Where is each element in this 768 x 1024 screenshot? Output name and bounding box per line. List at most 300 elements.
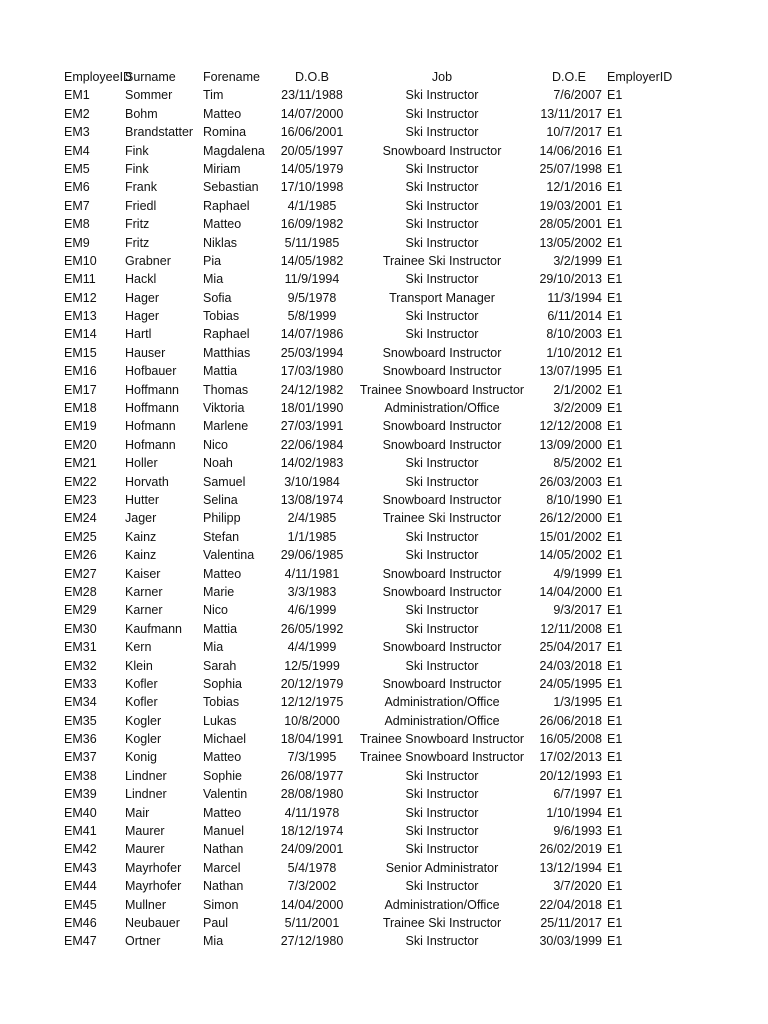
cell-employee-id: EM12 [64,290,97,305]
cell-doe: 13/07/1995 [539,364,602,379]
cell-surname: Maurer [125,842,165,857]
cell-employer-id: E1 [607,474,623,489]
cell-employer-id: E1 [607,106,623,121]
cell-dob: 20/05/1997 [280,143,344,158]
cell-surname: Bohm [125,106,158,121]
table-row [0,417,768,435]
cell-surname: Horvath [125,474,169,489]
table-row [0,546,768,564]
cell-forename: Marlene [203,419,249,434]
cell-doe: 22/04/2018 [539,897,602,912]
table-row [0,896,768,914]
cell-surname: Kogler [125,732,162,747]
table-row [0,344,768,362]
cell-doe: 26/12/2000 [539,511,602,526]
cell-doe: 19/03/2001 [539,198,602,213]
cell-forename: Magdalena [203,143,265,158]
cell-employer-id: E1 [607,787,623,802]
table-row [0,86,768,104]
cell-doe: 29/10/2013 [539,272,602,287]
table-row [0,362,768,380]
cell-surname: Hofmann [125,419,176,434]
cell-job: Ski Instructor [405,456,479,471]
cell-employee-id: EM5 [64,161,90,176]
cell-job: Trainee Snowboard Instructor [359,732,525,747]
cell-surname: Kern [125,640,152,655]
cell-employee-id: EM13 [64,309,97,324]
cell-dob: 9/5/1978 [287,290,337,305]
cell-surname: Karner [125,603,163,618]
cell-surname: Holler [125,456,158,471]
cell-doe: 12/11/2008 [540,621,602,636]
table-row [0,509,768,527]
cell-employee-id: EM29 [64,603,97,618]
cell-employee-id: EM32 [64,658,97,673]
cell-employer-id: E1 [607,768,623,783]
cell-surname: Fritz [125,217,150,232]
cell-employer-id: E1 [607,824,623,839]
cell-employer-id: E1 [607,897,623,912]
table-row [0,178,768,196]
cell-employee-id: EM45 [64,897,97,912]
cell-surname: Jager [125,511,157,526]
cell-forename: Valentina [203,548,255,563]
cell-doe: 3/2/1999 [553,253,602,268]
cell-job: Administration/Office [384,401,500,416]
cell-doe: 7/6/2007 [553,88,602,103]
header-doe: D.O.E [551,70,587,84]
cell-job: Ski Instructor [405,548,479,563]
cell-dob: 4/4/1999 [287,640,337,655]
cell-employer-id: E1 [607,621,623,636]
cell-doe: 26/03/2003 [539,474,602,489]
table-row [0,748,768,766]
cell-surname: Fink [125,161,149,176]
cell-surname: Karner [125,584,163,599]
cell-forename: Tobias [203,695,240,710]
cell-doe: 10/7/2017 [546,125,602,140]
cell-surname: Kainz [125,529,157,544]
cell-employer-id: E1 [607,566,623,581]
cell-employee-id: EM37 [64,750,97,765]
cell-dob: 16/06/2001 [280,125,344,140]
cell-forename: Philipp [203,511,241,526]
cell-employee-id: EM40 [64,805,97,820]
cell-job: Ski Instructor [405,474,479,489]
cell-job: Snowboard Instructor [382,345,502,360]
cell-employee-id: EM34 [64,695,97,710]
cell-job: Trainee Ski Instructor [382,253,502,268]
cell-employer-id: E1 [607,695,623,710]
cell-employer-id: E1 [607,272,623,287]
cell-doe: 9/3/2017 [553,603,602,618]
cell-forename: Sebastian [203,180,259,195]
cell-dob: 4/6/1999 [287,603,337,618]
cell-forename: Romina [203,125,247,140]
cell-employer-id: E1 [607,327,623,342]
cell-forename: Raphael [203,327,250,342]
cell-surname: Hackl [125,272,157,287]
cell-doe: 24/03/2018 [539,658,602,673]
table-row [0,675,768,693]
cell-employer-id: E1 [607,345,623,360]
cell-employee-id: EM6 [64,180,90,195]
cell-employer-id: E1 [607,290,623,305]
cell-doe: 28/05/2001 [539,217,602,232]
cell-employer-id: E1 [607,640,623,655]
cell-doe: 1/10/1994 [546,805,602,820]
table-row [0,473,768,491]
cell-dob: 5/11/1985 [284,235,340,250]
cell-job: Transport Manager [389,290,495,305]
cell-forename: Niklas [203,235,238,250]
cell-job: Snowboard Instructor [382,143,502,158]
header-job: Job [431,70,453,84]
header-employee-id: EmployeeID [64,70,133,84]
cell-dob: 20/12/1979 [280,676,344,691]
cell-employee-id: EM27 [64,566,97,581]
cell-dob: 13/08/1974 [280,492,344,507]
cell-employee-id: EM39 [64,787,97,802]
cell-employee-id: EM30 [64,621,97,636]
cell-forename: Nico [203,437,229,452]
cell-forename: Raphael [203,198,250,213]
cell-forename: Mia [203,272,224,287]
header-surname: Surname [125,70,176,84]
cell-surname: Brandstatter [125,125,194,140]
cell-employee-id: EM47 [64,934,97,949]
cell-forename: Matteo [203,805,242,820]
cell-employer-id: E1 [607,88,623,103]
cell-employee-id: EM42 [64,842,97,857]
cell-doe: 3/2/2009 [553,401,602,416]
cell-doe: 1/10/2012 [546,345,602,360]
table-row [0,840,768,858]
table-row [0,712,768,730]
cell-surname: Kofler [125,695,158,710]
cell-employee-id: EM33 [64,676,97,691]
header-dob: D.O.B [294,70,330,84]
cell-job: Ski Instructor [405,621,479,636]
cell-employee-id: EM15 [64,345,97,360]
cell-job: Ski Instructor [405,106,479,121]
cell-employee-id: EM9 [64,235,90,250]
cell-dob: 24/09/2001 [280,842,344,857]
cell-employer-id: E1 [607,401,623,416]
table-row [0,583,768,601]
cell-dob: 18/01/1990 [280,401,344,416]
cell-employer-id: E1 [607,879,623,894]
table-header-row [0,68,768,86]
cell-doe: 14/04/2000 [539,584,602,599]
cell-surname: Mayrhofer [125,879,182,894]
cell-forename: Tobias [203,309,240,324]
cell-employer-id: E1 [607,750,623,765]
cell-dob: 14/05/1979 [280,161,344,176]
cell-job: Ski Instructor [405,309,479,324]
cell-forename: Matteo [203,217,242,232]
cell-forename: Miriam [203,161,241,176]
cell-dob: 18/04/1991 [280,732,344,747]
cell-employee-id: EM16 [64,364,97,379]
cell-job: Ski Instructor [405,805,479,820]
cell-employee-id: EM41 [64,824,97,839]
cell-employer-id: E1 [607,437,623,452]
cell-forename: Sophie [203,768,242,783]
table-body [0,86,768,950]
table-row [0,528,768,546]
cell-forename: Valentin [203,787,248,802]
cell-employer-id: E1 [607,309,623,324]
cell-job: Ski Instructor [405,879,479,894]
cell-job: Administration/Office [384,713,500,728]
table-row [0,325,768,343]
cell-dob: 10/8/2000 [284,713,340,728]
cell-employee-id: EM18 [64,401,97,416]
cell-employer-id: E1 [607,364,623,379]
cell-employer-id: E1 [607,217,623,232]
cell-employer-id: E1 [607,529,623,544]
cell-dob: 17/03/1980 [280,364,344,379]
table-row [0,381,768,399]
cell-job: Trainee Snowboard Instructor [359,382,525,397]
cell-employer-id: E1 [607,198,623,213]
cell-doe: 24/05/1995 [539,676,602,691]
table-row [0,877,768,895]
cell-doe: 6/7/1997 [553,787,602,802]
cell-employee-id: EM26 [64,548,97,563]
cell-surname: Kofler [125,676,158,691]
cell-job: Trainee Ski Instructor [382,511,502,526]
cell-job: Ski Instructor [405,327,479,342]
cell-surname: Fink [125,143,149,158]
cell-job: Ski Instructor [405,824,479,839]
cell-surname: Frank [125,180,157,195]
cell-employee-id: EM22 [64,474,97,489]
cell-dob: 4/11/1981 [284,566,340,581]
cell-employer-id: E1 [607,713,623,728]
table-row [0,565,768,583]
cell-forename: Lukas [203,713,237,728]
cell-employer-id: E1 [607,253,623,268]
cell-dob: 3/3/1983 [287,584,337,599]
cell-dob: 11/9/1994 [284,272,340,287]
cell-doe: 26/02/2019 [539,842,602,857]
cell-surname: Hager [125,290,160,305]
cell-surname: Hofbauer [125,364,177,379]
cell-job: Snowboard Instructor [382,492,502,507]
table-row [0,693,768,711]
table-row [0,234,768,252]
cell-employer-id: E1 [607,180,623,195]
cell-surname: Hofmann [125,437,176,452]
cell-job: Ski Instructor [405,161,479,176]
cell-dob: 14/02/1983 [280,456,344,471]
table-row [0,914,768,932]
table-row [0,307,768,325]
cell-employer-id: E1 [607,584,623,599]
cell-forename: Mia [203,640,224,655]
cell-dob: 22/06/1984 [280,437,344,452]
cell-job: Snowboard Instructor [382,364,502,379]
cell-doe: 2/1/2002 [553,382,602,397]
cell-dob: 5/8/1999 [287,309,337,324]
cell-job: Ski Instructor [405,125,479,140]
cell-job: Snowboard Instructor [382,584,502,599]
cell-employee-id: EM11 [64,272,96,287]
cell-forename: Samuel [203,474,246,489]
cell-surname: Hoffmann [125,401,179,416]
cell-doe: 30/03/1999 [539,934,602,949]
cell-job: Snowboard Instructor [382,419,502,434]
cell-forename: Noah [203,456,233,471]
cell-employer-id: E1 [607,161,623,176]
cell-job: Trainee Ski Instructor [382,915,502,930]
table-row [0,399,768,417]
cell-doe: 16/05/2008 [539,732,602,747]
cell-forename: Mia [203,934,224,949]
cell-doe: 15/01/2002 [539,529,602,544]
cell-surname: Sommer [125,88,173,103]
cell-employer-id: E1 [607,492,623,507]
cell-employee-id: EM20 [64,437,97,452]
cell-job: Ski Instructor [405,603,479,618]
cell-dob: 25/03/1994 [280,345,344,360]
cell-surname: Kogler [125,713,162,728]
cell-surname: Klein [125,658,153,673]
cell-employee-id: EM14 [64,327,97,342]
header-employer-id: EmployerID [607,70,673,84]
cell-job: Administration/Office [384,897,500,912]
table-row [0,620,768,638]
table-row [0,730,768,748]
cell-surname: Kainz [125,548,157,563]
cell-employee-id: EM7 [64,198,90,213]
table-row [0,638,768,656]
cell-employer-id: E1 [607,805,623,820]
cell-doe: 13/05/2002 [539,235,602,250]
cell-job: Ski Instructor [405,272,479,287]
table-row [0,160,768,178]
cell-employer-id: E1 [607,915,623,930]
cell-dob: 2/4/1985 [287,511,337,526]
cell-forename: Matteo [203,566,242,581]
cell-employee-id: EM19 [64,419,97,434]
cell-job: Snowboard Instructor [382,437,502,452]
cell-dob: 27/12/1980 [280,934,344,949]
cell-doe: 20/12/1993 [539,768,602,783]
cell-dob: 29/06/1985 [280,548,344,563]
cell-employer-id: E1 [607,125,623,140]
cell-employer-id: E1 [607,419,623,434]
cell-dob: 4/1/1985 [287,198,337,213]
cell-doe: 6/11/2014 [547,309,602,324]
cell-doe: 8/10/1990 [546,492,602,507]
table-row [0,932,768,950]
cell-forename: Mattia [203,364,238,379]
table-row [0,657,768,675]
cell-dob: 26/08/1977 [280,768,344,783]
cell-employer-id: E1 [607,676,623,691]
table-row [0,215,768,233]
cell-surname: Hoffmann [125,382,179,397]
cell-employee-id: EM23 [64,492,97,507]
cell-dob: 7/3/2002 [287,879,337,894]
cell-job: Ski Instructor [405,180,479,195]
cell-doe: 1/3/1995 [553,695,602,710]
cell-employee-id: EM10 [64,253,97,268]
cell-job: Ski Instructor [405,198,479,213]
cell-employer-id: E1 [607,511,623,526]
table-row [0,123,768,141]
table-row [0,142,768,160]
cell-dob: 14/04/2000 [280,897,344,912]
cell-job: Ski Instructor [405,529,479,544]
cell-employee-id: EM24 [64,511,97,526]
cell-dob: 14/07/2000 [280,106,344,121]
cell-doe: 13/12/1994 [539,860,602,875]
table-row [0,252,768,270]
header-forename: Forename [203,70,260,84]
cell-employee-id: EM21 [64,456,97,471]
cell-employee-id: EM36 [64,732,97,747]
cell-employee-id: EM38 [64,768,97,783]
cell-surname: Hutter [125,492,160,507]
cell-forename: Selina [203,492,238,507]
cell-employer-id: E1 [607,934,623,949]
cell-employer-id: E1 [607,603,623,618]
cell-forename: Michael [203,732,247,747]
cell-employee-id: EM31 [64,640,97,655]
cell-dob: 4/11/1978 [284,805,340,820]
cell-surname: Mair [125,805,150,820]
cell-doe: 9/6/1993 [553,824,602,839]
cell-forename: Marie [203,584,235,599]
cell-forename: Pia [203,253,222,268]
cell-doe: 26/06/2018 [539,713,602,728]
cell-employee-id: EM1 [64,88,90,103]
cell-dob: 14/07/1986 [280,327,344,342]
cell-employer-id: E1 [607,456,623,471]
cell-dob: 24/12/1982 [280,382,344,397]
table-row [0,436,768,454]
cell-surname: Lindner [125,787,167,802]
table-row [0,785,768,803]
cell-forename: Nathan [203,879,244,894]
cell-dob: 28/08/1980 [280,787,344,802]
cell-dob: 26/05/1992 [280,621,344,636]
cell-doe: 25/04/2017 [539,640,602,655]
cell-forename: Tim [203,88,224,103]
cell-dob: 16/09/1982 [280,217,344,232]
cell-job: Trainee Snowboard Instructor [359,750,525,765]
cell-dob: 7/3/1995 [287,750,337,765]
cell-job: Senior Administrator [385,860,499,875]
table-row [0,105,768,123]
table-row [0,270,768,288]
cell-forename: Stefan [203,529,240,544]
cell-employer-id: E1 [607,143,623,158]
cell-job: Snowboard Instructor [382,676,502,691]
cell-surname: Konig [125,750,157,765]
cell-employer-id: E1 [607,732,623,747]
cell-surname: Hauser [125,345,166,360]
cell-doe: 11/3/1994 [547,290,602,305]
cell-job: Snowboard Instructor [382,566,502,581]
cell-forename: Sofia [203,290,232,305]
cell-surname: Mullner [125,897,166,912]
table-row [0,804,768,822]
